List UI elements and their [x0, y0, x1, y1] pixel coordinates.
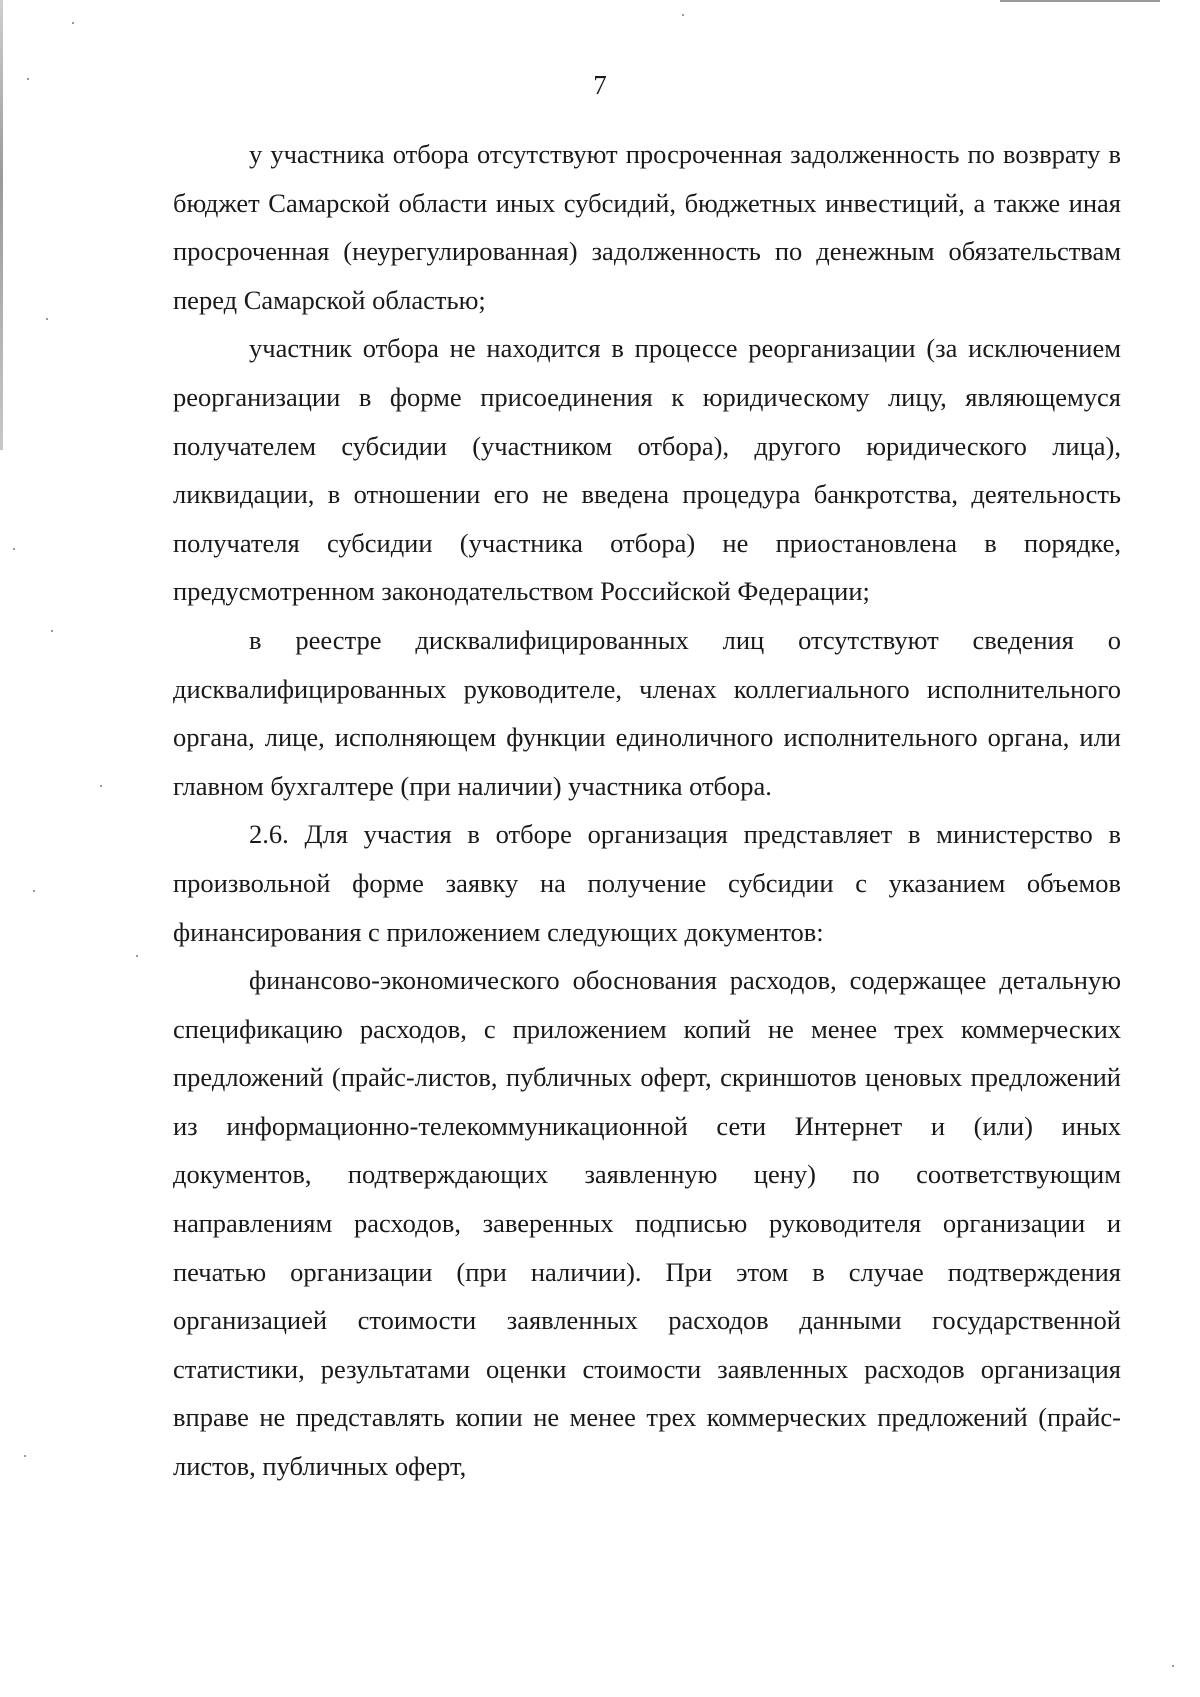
scan-speck — [51, 630, 53, 632]
document-body — [173, 130, 1121, 1491]
scan-speck — [136, 955, 138, 957]
scan-speck — [46, 318, 48, 320]
scan-speck — [13, 548, 15, 550]
scan-speck — [24, 1455, 26, 1457]
paragraph-no-reorganization: участник отбора не находится в процессе реорганизации (за исключением реорганизации в форме присоединения к юридическому лицу, являющемуся получателем субсидии (участником отбора), другого юридического лица), ликвидации, в отношении его не введена процедура банкротства, деятельность получателя субсидии (участника отбора) не приостановлена в порядке, предусмотренном законодательством Российской Федерации; — [173, 333, 1121, 607]
paragraph-no-overdue-debt: у участника отбора отсутствуют просроченная задолженность по возврату в бюджет Самарской области иных субсидий, бюджетных инвестиций, а также иная просроченная (неурегулированная) задолженность по денежным обязательствам перед Самарской областью; — [173, 139, 1121, 315]
paragraph-section-2-6: 2.6. Для участия в отборе организация представляет в министерство в произвольной форме заявку на получение субсидии с указанием объемов финансирования с приложением следующих документов: — [173, 819, 1121, 947]
page-number: 7 — [593, 70, 607, 100]
paragraph-no-disqualified-persons: в реестре дисквалифицированных лиц отсутствуют сведения о дисквалифицированных руководителе, членах коллегиального исполнительного органа, лице, исполняющем функции единоличного исполнительного органа, или главном бухгалтере (при наличии) участника отбора. — [173, 624, 1121, 801]
scan-speck — [33, 890, 35, 892]
scan-speck — [682, 14, 684, 16]
scan-edge-shadow — [0, 0, 3, 450]
scan-speck — [100, 785, 102, 787]
paragraph-financial-justification: финансово-экономического обоснования расходов, содержащее детальную спецификацию расходов, с приложением копий не менее трех коммерческих предложений (прайс-листов, публичных оферт, скриншотов ценовых предложений из информационно-телекоммуникационной сети Интернет и (или) иных документов, подтверждающих заявленную цену) по соответствующим направлениям расходов, заверенных подписью руководителя организации и печатью организации (при наличии). При этом в случае подтверждения организацией стоимости заявленных расходов данными государственной статистики, результатами оценки стоимости заявленных расходов организация вправе не представлять копии не менее трех коммерческих предложений (прайс-листов, публичных оферт, — [173, 965, 1121, 1482]
scan-speck — [72, 22, 74, 24]
scan-top-rule — [1000, 0, 1160, 2]
scan-speck — [1172, 1665, 1174, 1667]
